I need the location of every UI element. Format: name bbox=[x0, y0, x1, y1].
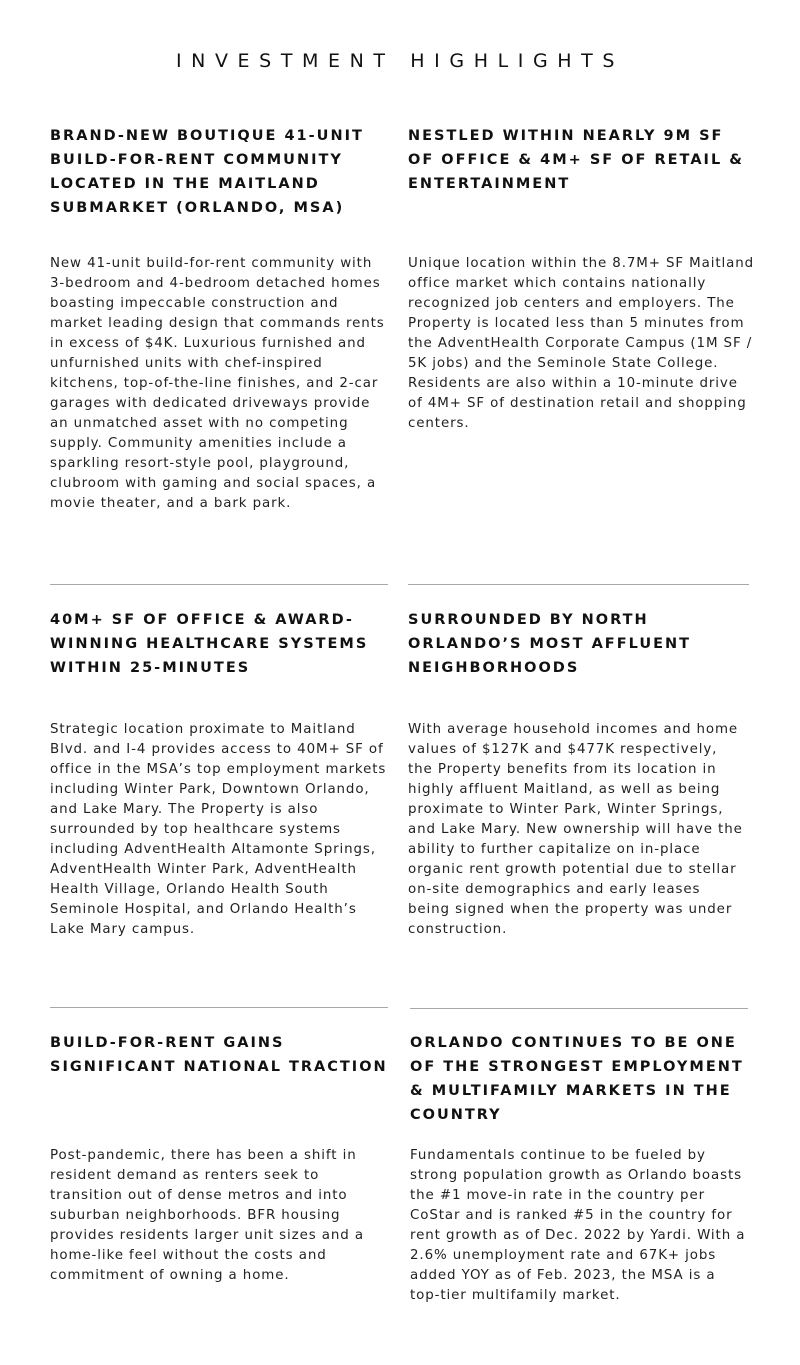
divider bbox=[50, 1007, 388, 1008]
highlight-section-affluent-neighborhoods bbox=[408, 608, 748, 937]
section-heading: 40M+ SF OF OFFICE & AWARD-WINNING HEALTHCARE SYSTEMS WITHIN 25-MINUTES bbox=[50, 612, 369, 676]
section-body: Fundamentals continue to be fueled by strong population growth as Orlando boasts the #1 move-in rate in the country per CoStar and is ranked #5 in the country for rent growth as of Dec. 2022 by Yardi. With a 2.6% unemployment rate and 67K+ jobs added YOY as of Feb. 2023, the MSA is a top-tier multifamily market. bbox=[410, 1148, 746, 1303]
section-heading: NESTLED WITHIN NEARLY 9M SF OF OFFICE & 4M+ SF OF RETAIL & ENTERTAINMENT bbox=[408, 128, 744, 192]
divider bbox=[50, 584, 388, 585]
section-heading: SURROUNDED BY NORTH ORLANDO’S MOST AFFLUENT NEIGHBORHOODS bbox=[408, 612, 692, 676]
divider bbox=[408, 584, 749, 585]
section-heading: BUILD-FOR-RENT GAINS SIGNIFICANT NATIONAL TRACTION bbox=[50, 1035, 388, 1075]
highlight-section-office-retail bbox=[408, 124, 755, 431]
section-body: With average household incomes and home values of $127K and $477K respectively, the Property benefits from its location in highly affluent Maitland, as well as being proximate to Winter Park, Winter Springs, and Lake Mary. New ownership will have the ability to further capitalize on in-place organic rent growth potential due to stellar on-site demographics and early leases being signed when the property was under construction. bbox=[408, 722, 743, 937]
highlight-section-boutique-community bbox=[50, 124, 390, 511]
highlight-section-build-for-rent bbox=[50, 1031, 390, 1283]
section-body: New 41-unit build-for-rent community with 3-bedroom and 4-bedroom detached homes boasting impeccable construction and market leading design that commands rents in excess of $4K. Luxurious furnished and unfurnished units with chef-inspired kitchens, top-of-the-line finishes, and 2-car garages with dedicated driveways provide an unmatched asset with no competing supply. Community amenities include a sparkling resort-style pool, playground, clubroom with gaming and social spaces, a movie theater, and a bark park. bbox=[50, 256, 385, 511]
highlight-section-orlando-markets bbox=[410, 1031, 750, 1303]
section-heading: ORLANDO CONTINUES TO BE ONE OF THE STRONGEST EMPLOYMENT & MULTIFAMILY MARKETS IN THE COUNTRY bbox=[410, 1035, 744, 1123]
section-body: Post-pandemic, there has been a shift in resident demand as renters seek to transition out of dense metros and into suburban neighborhoods. BFR housing provides residents larger unit sizes and a home-like feel without the costs and commitment of owning a home. bbox=[50, 1148, 364, 1283]
section-body: Unique location within the 8.7M+ SF Maitland office market which contains nationally recognized job centers and employers. The Property is located less than 5 minutes from the AdventHealth Corporate Campus (1M SF / 5K jobs) and the Seminole State College. Residents are also within a 10-minute drive of 4M+ SF of destination retail and shopping centers. bbox=[408, 256, 755, 431]
page-title: INVESTMENT HIGHLIGHTS bbox=[175, 50, 625, 72]
section-body: Strategic location proximate to Maitland Blvd. and I-4 provides access to 40M+ SF of office in the MSA’s top employment markets including Winter Park, Downtown Orlando, and Lake Mary. The Property is also surrounded by top healthcare systems including AdventHealth Altamonte Springs, AdventHealth Winter Park, AdventHealth Health Village, Orlando Health South Seminole Hospital, and Orlando Health’s Lake Mary campus. bbox=[50, 722, 387, 937]
section-heading: BRAND-NEW BOUTIQUE 41-UNIT BUILD-FOR-RENT COMMUNITY LOCATED IN THE MAITLAND SUBMARKET (ORLANDO, MSA) bbox=[50, 128, 364, 216]
divider bbox=[410, 1008, 748, 1009]
highlight-section-healthcare bbox=[50, 608, 390, 937]
